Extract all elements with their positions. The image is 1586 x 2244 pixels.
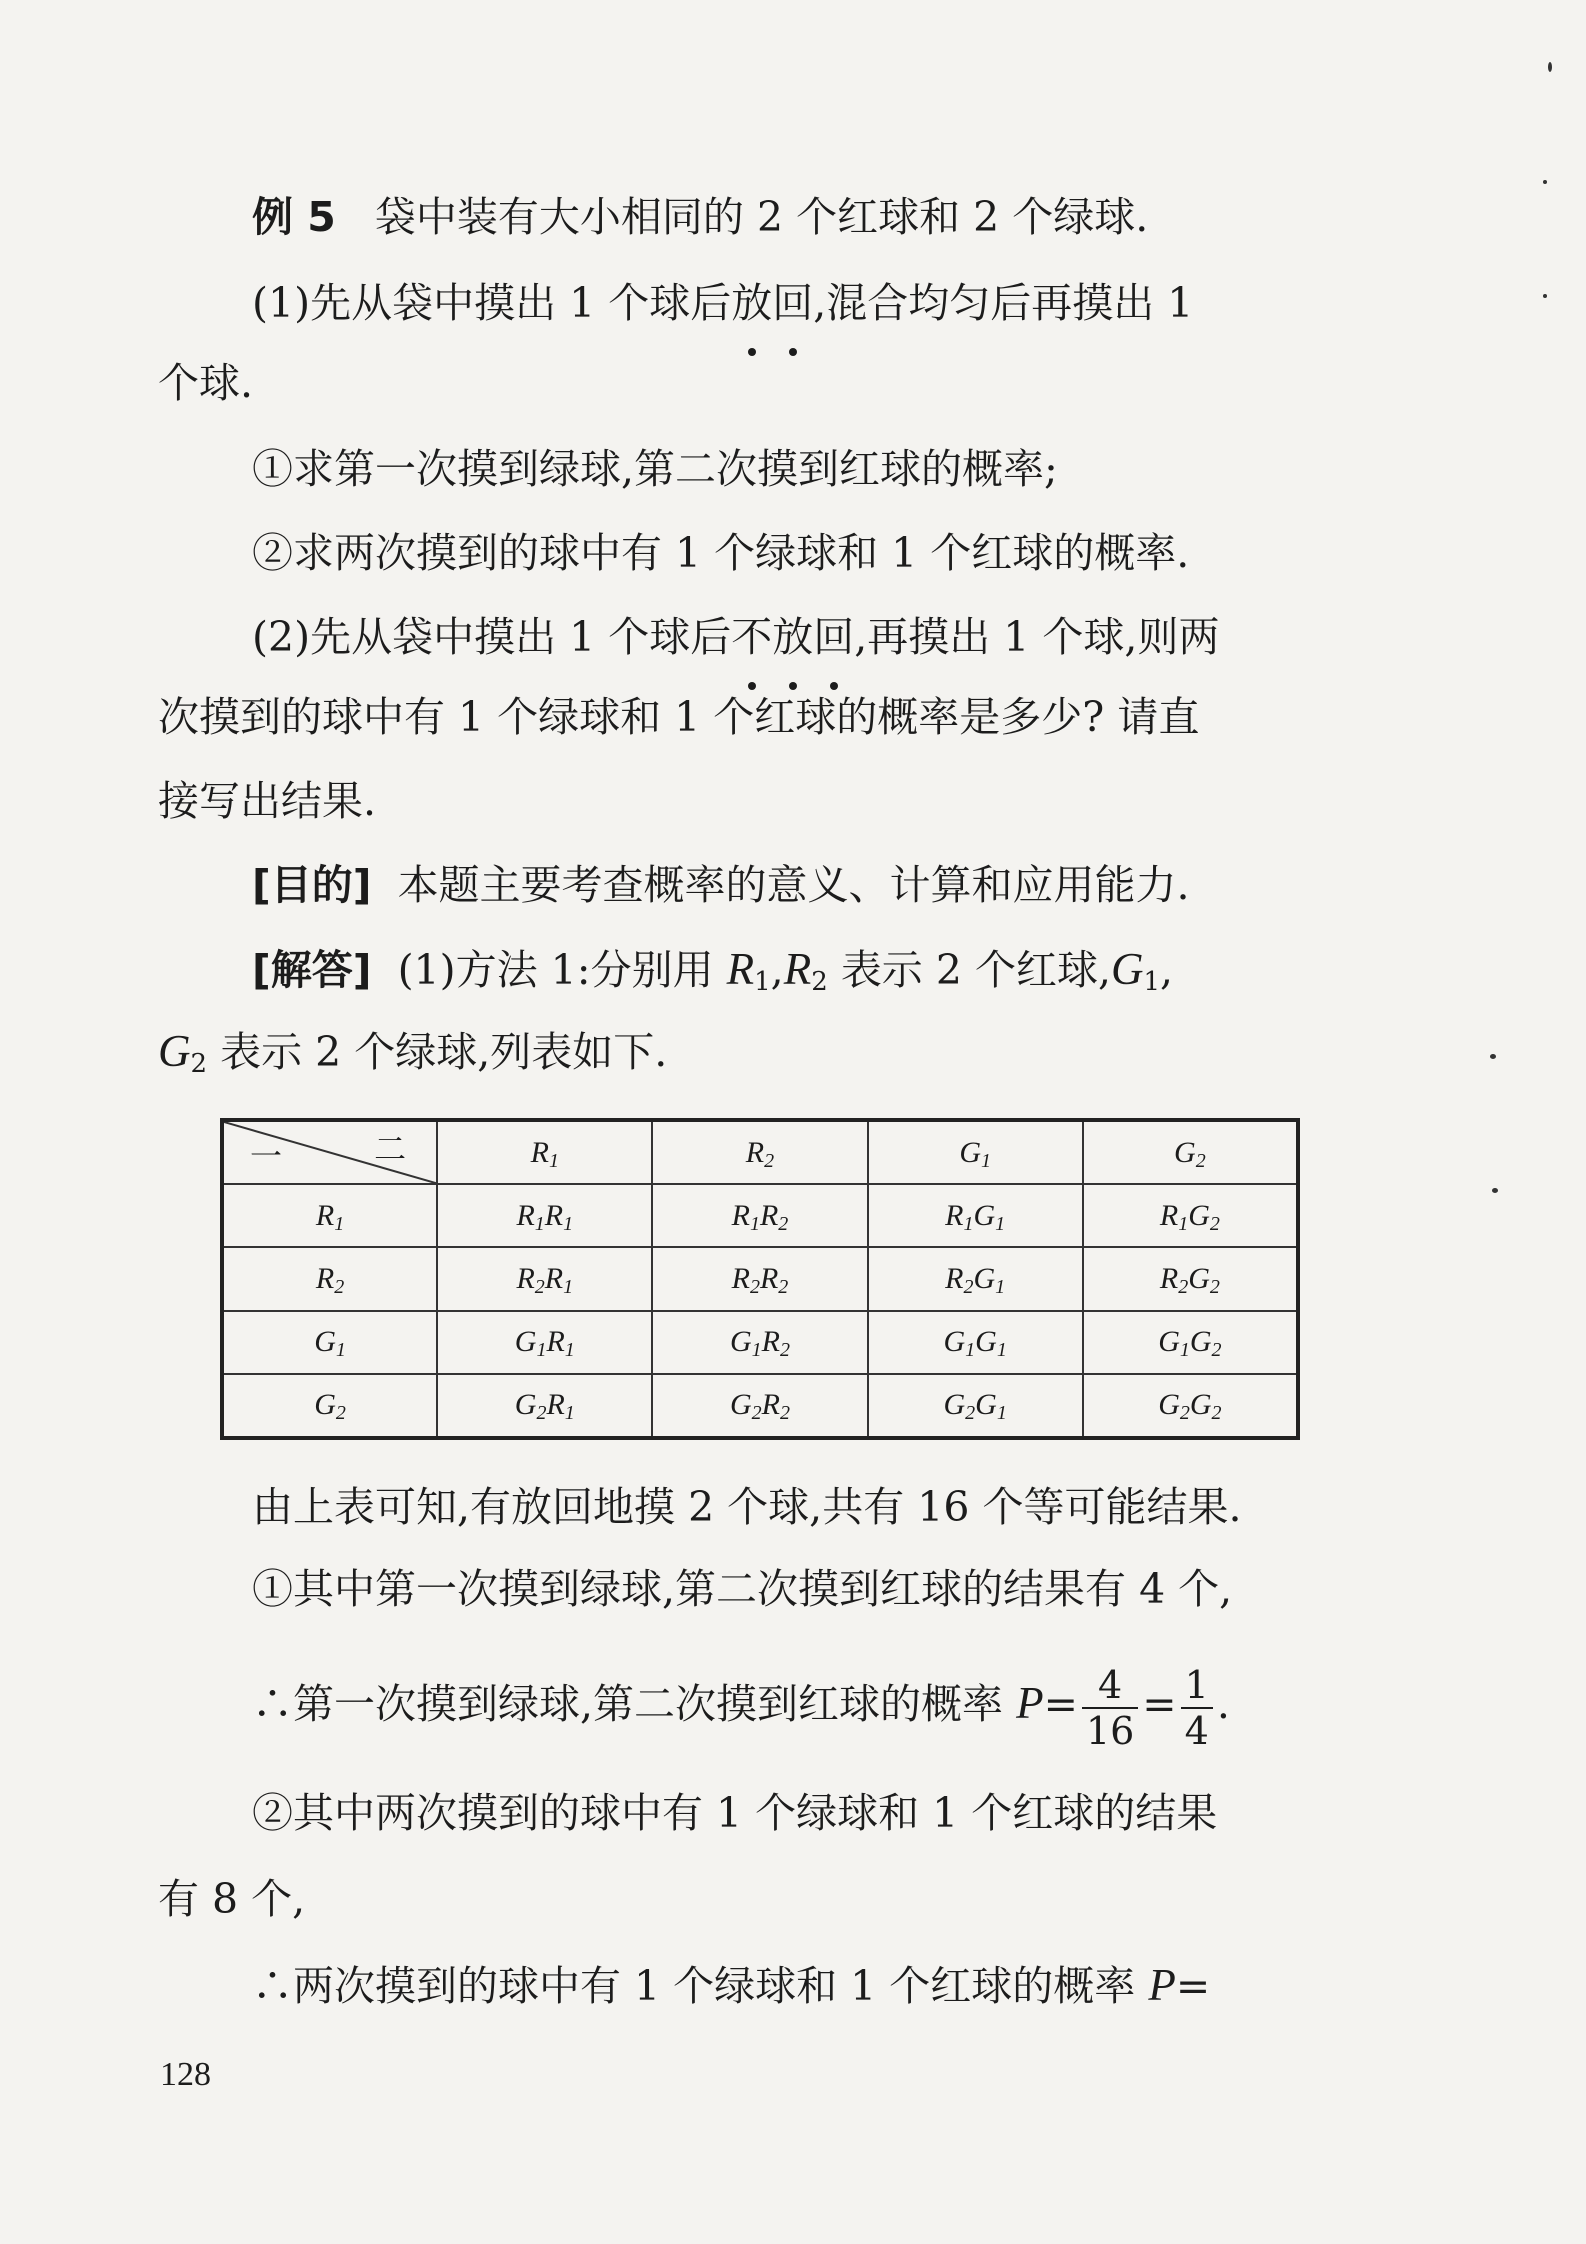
example-text: 袋中装有大小相同的 2 个红球和 2 个绿球. bbox=[374, 193, 1149, 241]
fraction-1-4 bbox=[1181, 1663, 1213, 1753]
subscript: 1 bbox=[754, 967, 771, 997]
table-cell: $R_1R_2$ bbox=[652, 1184, 867, 1247]
emphasis-char: 不 bbox=[731, 596, 772, 678]
table-row bbox=[222, 1247, 1298, 1310]
numerator: 1 bbox=[1181, 1663, 1213, 1709]
table-header-cell: $G_1$ bbox=[868, 1120, 1083, 1184]
subscript: 2 bbox=[190, 1049, 208, 1079]
table-cell: $G_1R_2$ bbox=[652, 1311, 867, 1374]
table-row-head: $R_2$ bbox=[222, 1247, 437, 1310]
var-g: G bbox=[158, 1026, 191, 1076]
answer-line bbox=[252, 928, 1586, 1011]
scan-speck bbox=[1543, 294, 1547, 298]
subscript: 2 bbox=[811, 967, 828, 997]
table-cell: $G_1G_2$ bbox=[1083, 1311, 1298, 1374]
example-label: 例 5 bbox=[252, 193, 336, 241]
table-row bbox=[222, 1374, 1298, 1438]
purpose-line bbox=[252, 844, 1586, 926]
table-cell: $R_2R_1$ bbox=[437, 1247, 652, 1310]
var-p: P bbox=[1016, 1678, 1044, 1728]
emphasis-char: 回 bbox=[772, 262, 813, 344]
part1-text-a: (1)先从袋中摸出 1 个球后 bbox=[252, 279, 732, 327]
answer-cont bbox=[158, 1010, 1586, 1093]
emphasis-char: 放 bbox=[772, 596, 813, 678]
table-cell: $R_2G_1$ bbox=[868, 1247, 1083, 1310]
part1-text-b: ,混合均匀后再摸出 1 bbox=[813, 279, 1194, 327]
page-number: 128 bbox=[160, 2056, 211, 2093]
table-cell: $G_2G_1$ bbox=[868, 1374, 1083, 1438]
table-cell: $G_2R_2$ bbox=[652, 1374, 867, 1438]
scan-speck bbox=[1490, 1054, 1496, 1059]
part2-cont1: 次摸到的球中有 1 个绿球和 1 个红球的概率是多少? 请直 bbox=[158, 693, 1200, 741]
corner-first-label: 一 bbox=[250, 1138, 283, 1175]
part1-line bbox=[252, 262, 1586, 344]
question-1: ①求第一次摸到绿球,第二次摸到红球的概率; bbox=[252, 445, 1058, 493]
equals-sign: = bbox=[1175, 1962, 1211, 2010]
table-cell: $R_2R_2$ bbox=[652, 1247, 867, 1310]
outcome-table bbox=[220, 1118, 1300, 1440]
comma: , bbox=[1160, 946, 1174, 994]
part2-cont2: 接写出结果. bbox=[158, 777, 377, 825]
table-cell: $R_1R_1$ bbox=[437, 1184, 652, 1247]
comma: , bbox=[770, 946, 784, 994]
table-cell: $G_2R_1$ bbox=[437, 1374, 652, 1438]
table-row bbox=[222, 1184, 1298, 1247]
after-table-4-cont: 有 8 个, bbox=[158, 1875, 306, 1923]
after-table-1: 由上表可知,有放回地摸 2 个球,共有 16 个等可能结果. bbox=[252, 1483, 1242, 1531]
numerator: 4 bbox=[1082, 1663, 1138, 1709]
table-header-cell: $R_1$ bbox=[437, 1120, 652, 1184]
table-header-row bbox=[222, 1120, 1298, 1184]
var-r: R bbox=[726, 944, 755, 994]
subscript: 1 bbox=[1143, 967, 1161, 997]
table-corner-cell bbox=[222, 1120, 437, 1184]
equals-sign: = bbox=[1043, 1680, 1078, 1728]
table-cell: $G_1R_1$ bbox=[437, 1311, 652, 1374]
part1-cont: 个球. bbox=[158, 359, 254, 407]
after-table-4: ②其中两次摸到的球中有 1 个绿球和 1 个红球的结果 bbox=[252, 1789, 1218, 1837]
table-cell: $R_1G_2$ bbox=[1083, 1184, 1298, 1247]
table-cell: $R_1G_1$ bbox=[868, 1184, 1083, 1247]
table-row-head: $G_2$ bbox=[222, 1374, 437, 1438]
var-g: G bbox=[1111, 944, 1144, 994]
answer-label: [解答] bbox=[252, 946, 372, 994]
answer-text-b: 表示 2 个红球, bbox=[840, 946, 1111, 994]
after-table-3-text: ∴第一次摸到绿球,第二次摸到红球的概率 bbox=[252, 1680, 1004, 1728]
denominator: 16 bbox=[1085, 1708, 1135, 1753]
table-cell: $R_2G_2$ bbox=[1083, 1247, 1298, 1310]
table-header-cell: $R_2$ bbox=[652, 1120, 867, 1184]
scan-speck bbox=[1543, 180, 1547, 184]
corner-second-label: 二 bbox=[374, 1131, 407, 1167]
after-table-2: ①其中第一次摸到绿球,第二次摸到红球的结果有 4 个, bbox=[252, 1565, 1233, 1613]
table-cell: $G_1G_1$ bbox=[868, 1311, 1083, 1374]
scan-speck bbox=[1548, 62, 1552, 72]
emphasis-char: 回 bbox=[813, 596, 854, 678]
part2-line bbox=[252, 596, 1586, 678]
table-header-cell: $G_2$ bbox=[1083, 1120, 1298, 1184]
after-table-5-text: ∴两次摸到的球中有 1 个绿球和 1 个红球的概率 bbox=[252, 1962, 1136, 2010]
after-table-3 bbox=[252, 1658, 1586, 1753]
fraction-4-16 bbox=[1082, 1663, 1138, 1753]
table-row-head: $G_1$ bbox=[222, 1311, 437, 1374]
table-row bbox=[222, 1311, 1298, 1374]
purpose-label: [目的] bbox=[252, 861, 372, 909]
emphasis-char: 放 bbox=[731, 262, 772, 344]
part2-text-b: ,再摸出 1 个球,则两 bbox=[854, 613, 1220, 661]
answer-text-a: (1)方法 1:分别用 bbox=[397, 946, 714, 994]
purpose-text: 本题主要考查概率的意义、计算和应用能力. bbox=[397, 861, 1190, 909]
question-2: ②求两次摸到的球中有 1 个绿球和 1 个红球的概率. bbox=[252, 529, 1190, 577]
period: . bbox=[1216, 1680, 1230, 1728]
denominator: 4 bbox=[1184, 1708, 1209, 1753]
example-line bbox=[252, 176, 1586, 258]
equals-sign: = bbox=[1142, 1680, 1177, 1728]
scan-speck bbox=[1492, 1188, 1498, 1193]
answer-cont-text: 表示 2 个绿球,列表如下. bbox=[220, 1028, 668, 1076]
part2-text-a: (2)先从袋中摸出 1 个球后 bbox=[252, 613, 732, 661]
table-row-head: $R_1$ bbox=[222, 1184, 437, 1247]
after-table-5 bbox=[252, 1944, 1586, 2027]
var-p: P bbox=[1148, 1960, 1176, 2010]
var-r: R bbox=[783, 944, 812, 994]
table-cell: $G_2G_2$ bbox=[1083, 1374, 1298, 1438]
